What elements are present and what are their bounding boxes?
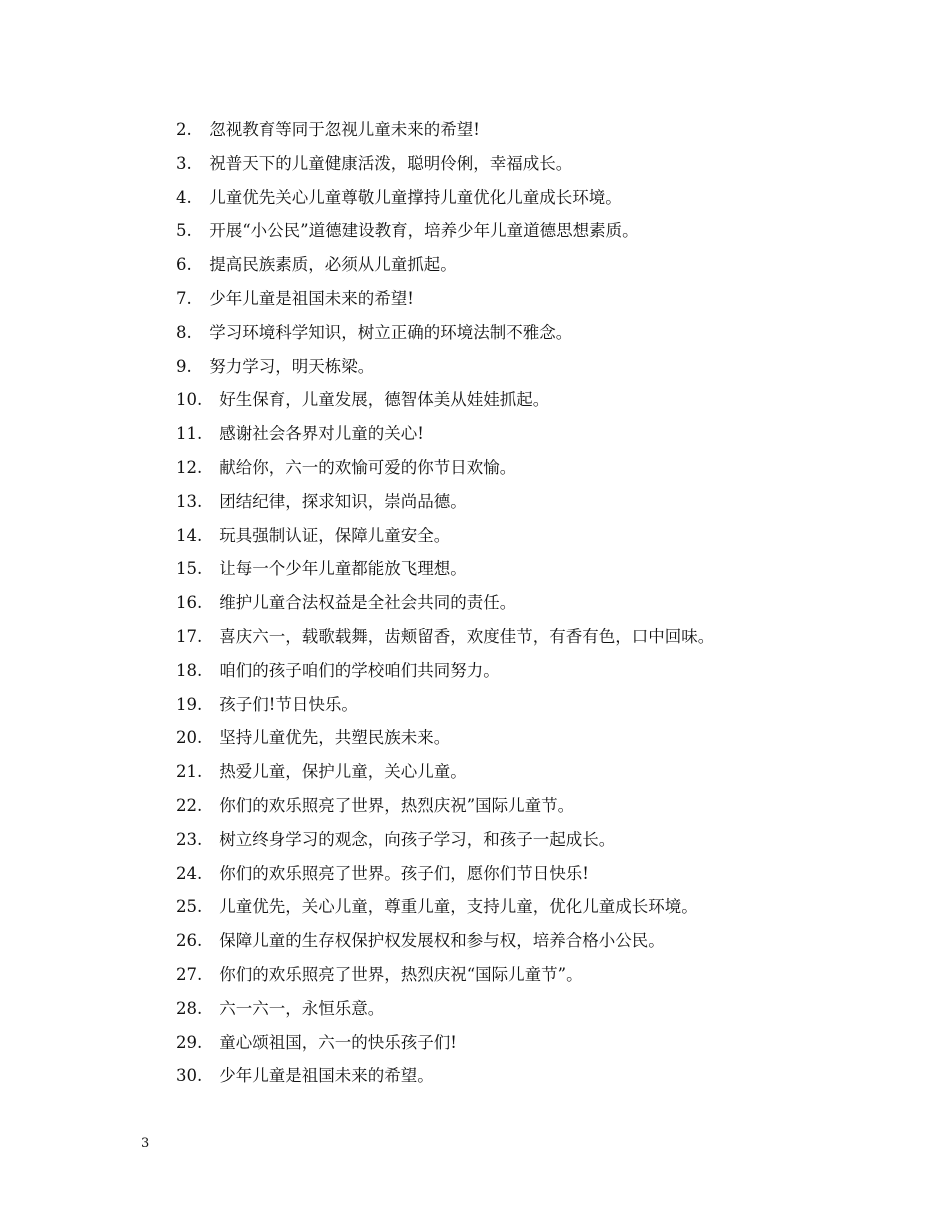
item-text: 六一六一，永恒乐意。 — [219, 998, 385, 1018]
list-item — [176, 218, 714, 252]
item-number: 16. — [176, 593, 203, 613]
list-item — [176, 117, 714, 151]
list-item — [176, 827, 714, 861]
list-item — [176, 962, 714, 996]
item-text: 你们的欢乐照亮了世界，热烈庆祝“国际儿童节”。 — [219, 964, 583, 984]
item-number: 12. — [176, 457, 203, 477]
item-number: 26. — [176, 931, 203, 951]
item-number: 2. — [176, 120, 192, 139]
item-number: 4. — [176, 187, 192, 207]
item-number: 6. — [176, 255, 192, 275]
list-item — [176, 387, 714, 421]
list-item — [176, 455, 714, 489]
list-item — [176, 861, 714, 895]
item-number: 19. — [176, 694, 203, 714]
item-number: 11. — [176, 424, 203, 444]
item-number: 27. — [176, 964, 203, 984]
list-item — [176, 692, 714, 726]
page-number: 3 — [141, 1136, 150, 1151]
item-number: 8. — [176, 322, 192, 342]
item-text: 学习环境科学知识，树立正确的环境法制不雅念。 — [209, 322, 573, 342]
item-text: 让每一个少年儿童都能放飞理想。 — [219, 559, 467, 579]
item-number: 29. — [176, 1032, 203, 1052]
list-item — [176, 1030, 714, 1064]
item-number: 15. — [176, 559, 203, 579]
item-number: 24. — [176, 863, 203, 883]
list-item — [176, 759, 714, 793]
item-text: 努力学习，明天栋梁。 — [209, 356, 375, 376]
list-item — [176, 1063, 714, 1097]
list-item — [176, 523, 714, 557]
slogan-list — [176, 117, 714, 1097]
item-text: 咱们的孩子咱们的学校咱们共同努力。 — [219, 660, 500, 680]
item-number: 14. — [176, 525, 203, 545]
item-text: 提高民族素质，必须从儿童抓起。 — [209, 255, 457, 275]
item-text: 团结纪律，探求知识，崇尚品德。 — [219, 491, 467, 511]
item-text: 献给你，六一的欢愉可爱的你节日欢愉。 — [219, 457, 517, 477]
list-item — [176, 590, 714, 624]
list-item — [176, 185, 714, 219]
item-number: 13. — [176, 491, 203, 511]
list-item — [176, 354, 714, 388]
item-number: 22. — [176, 795, 203, 815]
list-item — [176, 996, 714, 1030]
list-item — [176, 658, 714, 692]
item-number: 23. — [176, 829, 203, 849]
item-number: 30. — [176, 1066, 203, 1086]
list-item — [176, 421, 714, 455]
item-number: 17. — [176, 626, 203, 646]
item-text: 儿童优先关心儿童尊敬儿童撑持儿童优化儿童成长环境。 — [209, 187, 622, 207]
list-item — [176, 793, 714, 827]
item-text: 儿童优先，关心儿童，尊重儿童，支持儿童，优化儿童成长环境。 — [219, 897, 698, 917]
list-item — [176, 286, 714, 320]
item-text: 童心颂祖国，六一的快乐孩子们! — [219, 1032, 457, 1052]
item-number: 3. — [176, 153, 192, 173]
item-number: 25. — [176, 897, 203, 917]
list-item — [176, 252, 714, 286]
item-text: 祝普天下的儿童健康活泼，聪明伶俐，幸福成长。 — [209, 153, 573, 173]
item-text: 忽视教育等同于忽视儿童未来的希望! — [209, 120, 480, 139]
list-item — [176, 928, 714, 962]
list-item — [176, 725, 714, 759]
item-text: 少年儿童是祖国未来的希望。 — [219, 1066, 434, 1086]
list-item — [176, 894, 714, 928]
item-text: 热爱儿童，保护儿童，关心儿童。 — [219, 762, 467, 782]
item-text: 维护儿童合法权益是全社会共同的责任。 — [219, 593, 517, 613]
item-text: 你们的欢乐照亮了世界，热烈庆祝”国际儿童节。 — [219, 795, 575, 815]
item-text: 你们的欢乐照亮了世界。孩子们，愿你们节日快乐! — [219, 863, 589, 883]
item-number: 10. — [176, 390, 203, 410]
item-number: 5. — [176, 221, 192, 241]
item-text: 坚持儿童优先，共塑民族未来。 — [219, 728, 451, 748]
item-number: 20. — [176, 728, 203, 748]
item-number: 9. — [176, 356, 192, 376]
item-text: 开展“小公民”道德建设教育，培养少年儿童道德思想素质。 — [209, 221, 639, 241]
item-text: 少年儿童是祖国未来的希望! — [209, 288, 414, 308]
list-item — [176, 489, 714, 523]
list-item — [176, 624, 714, 658]
item-text: 孩子们!节日快乐。 — [219, 694, 358, 714]
item-number: 21. — [176, 762, 203, 782]
item-text: 玩具强制认证，保障儿童安全。 — [219, 525, 451, 545]
item-text: 树立终身学习的观念，向孩子学习，和孩子一起成长。 — [219, 829, 616, 849]
item-number: 7. — [176, 288, 192, 308]
item-text: 好生保育，儿童发展，德智体美从娃娃抓起。 — [219, 390, 550, 410]
item-text: 感谢社会各界对儿童的关心! — [219, 424, 424, 444]
item-text: 喜庆六一，载歌载舞，齿颊留香，欢度佳节，有香有色，口中回味。 — [219, 626, 715, 646]
item-number: 28. — [176, 998, 203, 1018]
list-item — [176, 320, 714, 354]
item-number: 18. — [176, 660, 203, 680]
list-item — [176, 151, 714, 185]
list-item — [176, 556, 714, 590]
item-text: 保障儿童的生存权保护权发展权和参与权，培养合格小公民。 — [219, 931, 665, 951]
